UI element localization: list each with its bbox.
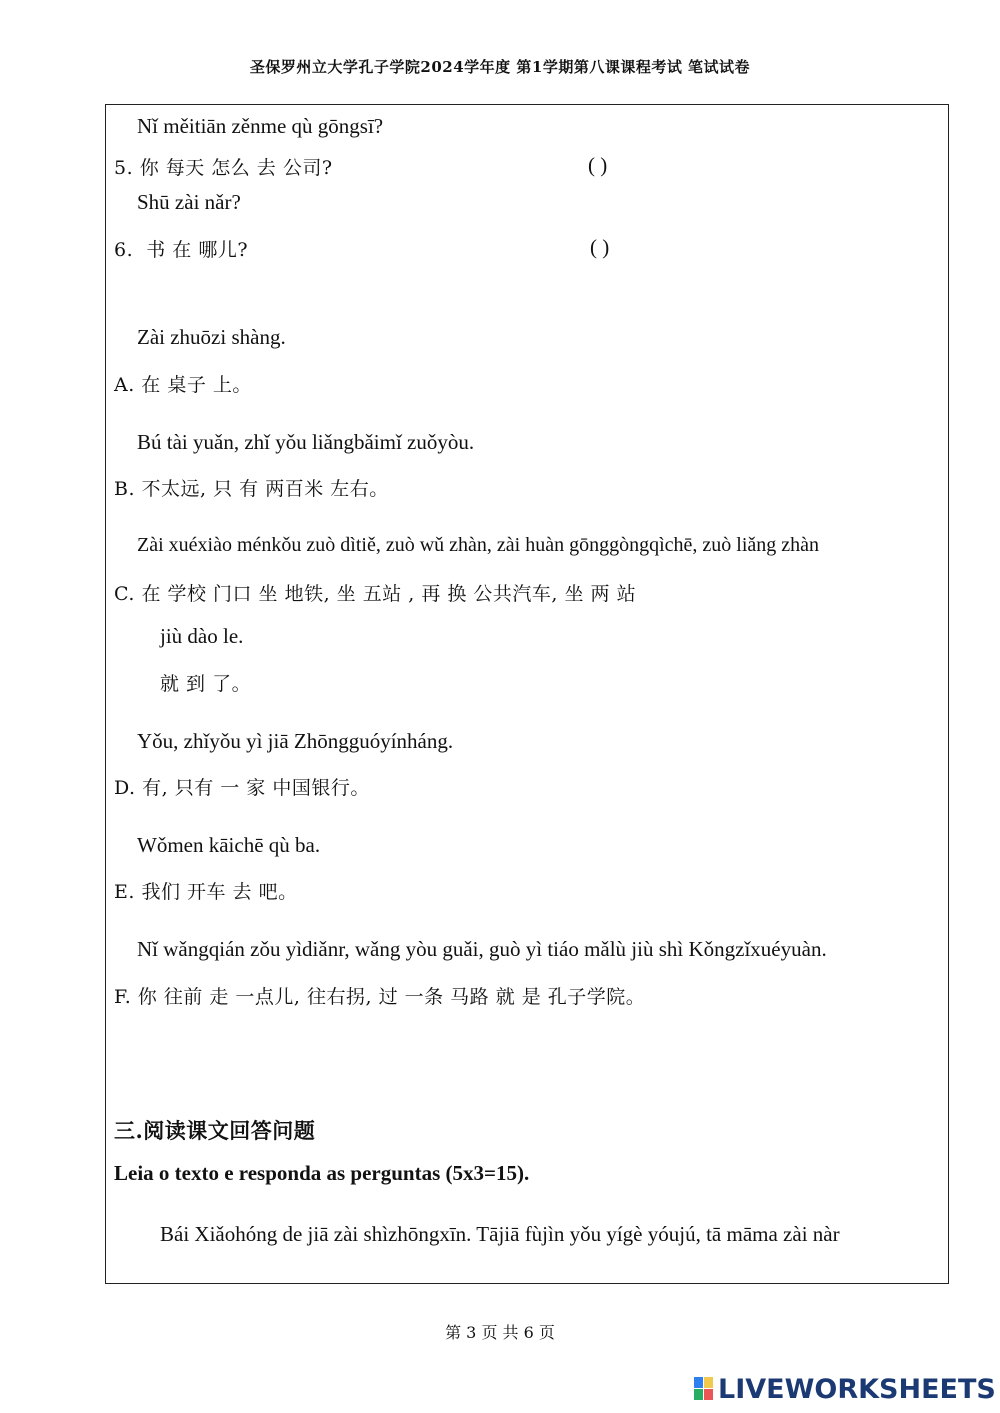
- option-c-pinyin: Zài xuéxiào ménkǒu zuò dìtiě, zuò wǔ zhàn, zài huàn gōnggòngqìchē, zuò liǎng zhàn: [137, 534, 820, 556]
- option-c-hanzi-cont: 就 到 了。: [160, 673, 252, 695]
- liveworksheets-brand: [694, 1374, 996, 1404]
- q5-pinyin: Nǐ měitiān zěnme qù gōngsī?: [137, 114, 384, 138]
- section3-title-pt: Leia o texto e responda as perguntas (5x3=15).: [114, 1161, 530, 1185]
- option-e-pinyin: Wǒmen kāichē qù ba.: [137, 833, 321, 857]
- q5-number: 5. 你 每天 怎么 去 公司?: [114, 157, 333, 179]
- section3-title-cn: 三.阅读课文回答问题: [114, 1118, 316, 1143]
- option-c-hanzi: C. 在 学校 门口 坐 地铁, 坐 五站 , 再 换 公共汽车, 坐 两 站: [114, 583, 637, 605]
- page-number: 第 3 页 共 6 页: [445, 1323, 555, 1342]
- option-e-hanzi: E. 我们 开车 去 吧。: [114, 881, 298, 903]
- exam-header: 圣保罗州立大学孔子学院2024学年度 第1学期第八课课程考试 笔试试卷: [249, 58, 751, 76]
- option-a-hanzi: A. 在 桌子 上。: [114, 374, 252, 396]
- option-a-pinyin: Zài zhuōzi shàng.: [137, 325, 286, 349]
- option-b-hanzi: B. 不太远, 只 有 两百米 左右。: [114, 478, 389, 500]
- option-f-hanzi: F. 你 往前 走 一点儿, 往右拐, 过 一条 马路 就 是 孔子学院。: [114, 986, 646, 1008]
- q6-number: 6. 书 在 哪儿?: [114, 239, 249, 261]
- option-d-pinyin: Yǒu, zhǐyǒu yì jiā Zhōngguóyínháng.: [137, 729, 454, 753]
- option-d-hanzi: D. 有, 只有 一 家 中国银行。: [114, 777, 370, 799]
- liveworksheets-wordmark: LIVEWORKSHEETS: [718, 1373, 996, 1405]
- option-b-pinyin: Bú tài yuǎn, zhǐ yǒu liǎngbǎimǐ zuǒyòu.: [137, 430, 475, 454]
- option-f-pinyin: Nǐ wǎngqián zǒu yìdiǎnr, wǎng yòu guǎi, guò yì tiáo mǎlù jiù shì Kǒngzǐxuéyuàn.: [137, 937, 827, 961]
- passage-pinyin: Bái Xiǎohóng de jiā zài shìzhōngxīn. Tājiā fùjìn yǒu yígè yóujú, tā māma zài nàr: [160, 1222, 840, 1246]
- q6-answer-blank[interactable]: ( ): [590, 235, 610, 259]
- q5-answer-blank[interactable]: ( ): [588, 153, 608, 177]
- q6-pinyin: Shū zài nǎr?: [137, 190, 241, 214]
- liveworksheets-logo-icon: [694, 1377, 714, 1401]
- option-c-pinyin-cont: jiù dào le.: [160, 624, 244, 648]
